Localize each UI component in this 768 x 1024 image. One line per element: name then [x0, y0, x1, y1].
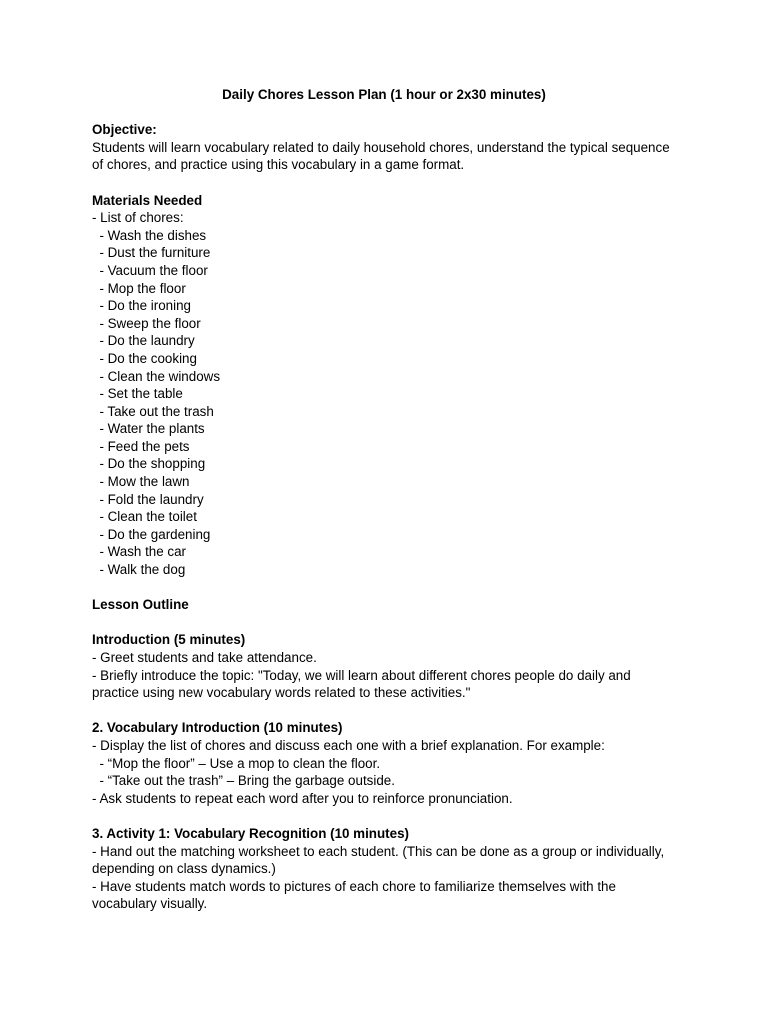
chores-list: [92, 227, 676, 579]
materials-intro: - List of chores:: [92, 210, 184, 226]
chore-item: - Mop the floor: [92, 280, 186, 296]
spacer: [92, 104, 676, 122]
chore-item: - Vacuum the floor: [92, 262, 208, 278]
chore-item: - Fold the laundry: [92, 491, 204, 507]
lesson-plan-text: [92, 86, 676, 913]
activity1-line: - Have students match words to pictures of each chore to familiarize themselves with the vocabulary visually.: [92, 878, 616, 912]
chore-item: - Do the cooking: [92, 350, 197, 366]
spacer: [92, 579, 676, 597]
objective-heading: Objective:: [92, 122, 157, 138]
materials-heading: Materials Needed: [92, 192, 203, 208]
chore-item: - Wash the car: [92, 544, 187, 560]
chore-item: - Water the plants: [92, 421, 205, 437]
chore-item: - Do the ironing: [92, 298, 191, 314]
chore-item: - Do the shopping: [92, 456, 206, 472]
introduction-line: - Greet students and take attendance.: [92, 650, 317, 665]
chore-item: - Set the table: [92, 386, 183, 402]
chore-item: - Feed the pets: [92, 438, 190, 454]
activity1-line: - Hand out the matching worksheet to each student. (This can be done as a group or individually, depending on class dynamics.): [92, 843, 665, 877]
activity1-heading: 3. Activity 1: Vocabulary Recognition (10 minutes): [92, 825, 409, 841]
chore-item: - Sweep the floor: [92, 315, 201, 331]
chore-item: - Do the laundry: [92, 333, 195, 349]
spacer: [92, 702, 676, 720]
chore-item: - Wash the dishes: [92, 227, 207, 243]
vocab-example: - “Take out the trash” – Bring the garbage outside.: [92, 773, 395, 789]
chore-item: - Clean the windows: [92, 368, 221, 384]
spacer: [92, 174, 676, 192]
chore-item: - Clean the toilet: [92, 509, 197, 525]
document-title: Daily Chores Lesson Plan (1 hour or 2x30 minutes): [222, 87, 546, 102]
spacer: [92, 807, 676, 825]
vocab-intro-line: - Ask students to repeat each word after you to reinforce pronunciation.: [92, 790, 513, 806]
introduction-heading: Introduction (5 minutes): [92, 632, 246, 648]
objective-text: Students will learn vocabulary related to daily household chores, understand the typical sequence of chores, and practice using this vocabulary in a game format.: [92, 139, 670, 173]
chore-item: - Dust the furniture: [92, 245, 211, 261]
vocab-example: - “Mop the floor” – Use a mop to clean the floor.: [92, 755, 381, 771]
outline-heading: Lesson Outline: [92, 597, 189, 613]
introduction-line: - Briefly introduce the topic: "Today, we will learn about different chores people do daily and practice using new vocabulary words related to these activities.": [92, 667, 631, 701]
chore-item: - Mow the lawn: [92, 474, 190, 490]
vocab-intro-heading: 2. Vocabulary Introduction (10 minutes): [92, 720, 343, 736]
vocab-intro-line: - Display the list of chores and discuss each one with a brief explanation. For example:: [92, 737, 605, 753]
chore-item: - Walk the dog: [92, 562, 186, 578]
spacer: [92, 614, 676, 632]
chore-item: - Take out the trash: [92, 403, 214, 419]
chore-item: - Do the gardening: [92, 526, 211, 542]
